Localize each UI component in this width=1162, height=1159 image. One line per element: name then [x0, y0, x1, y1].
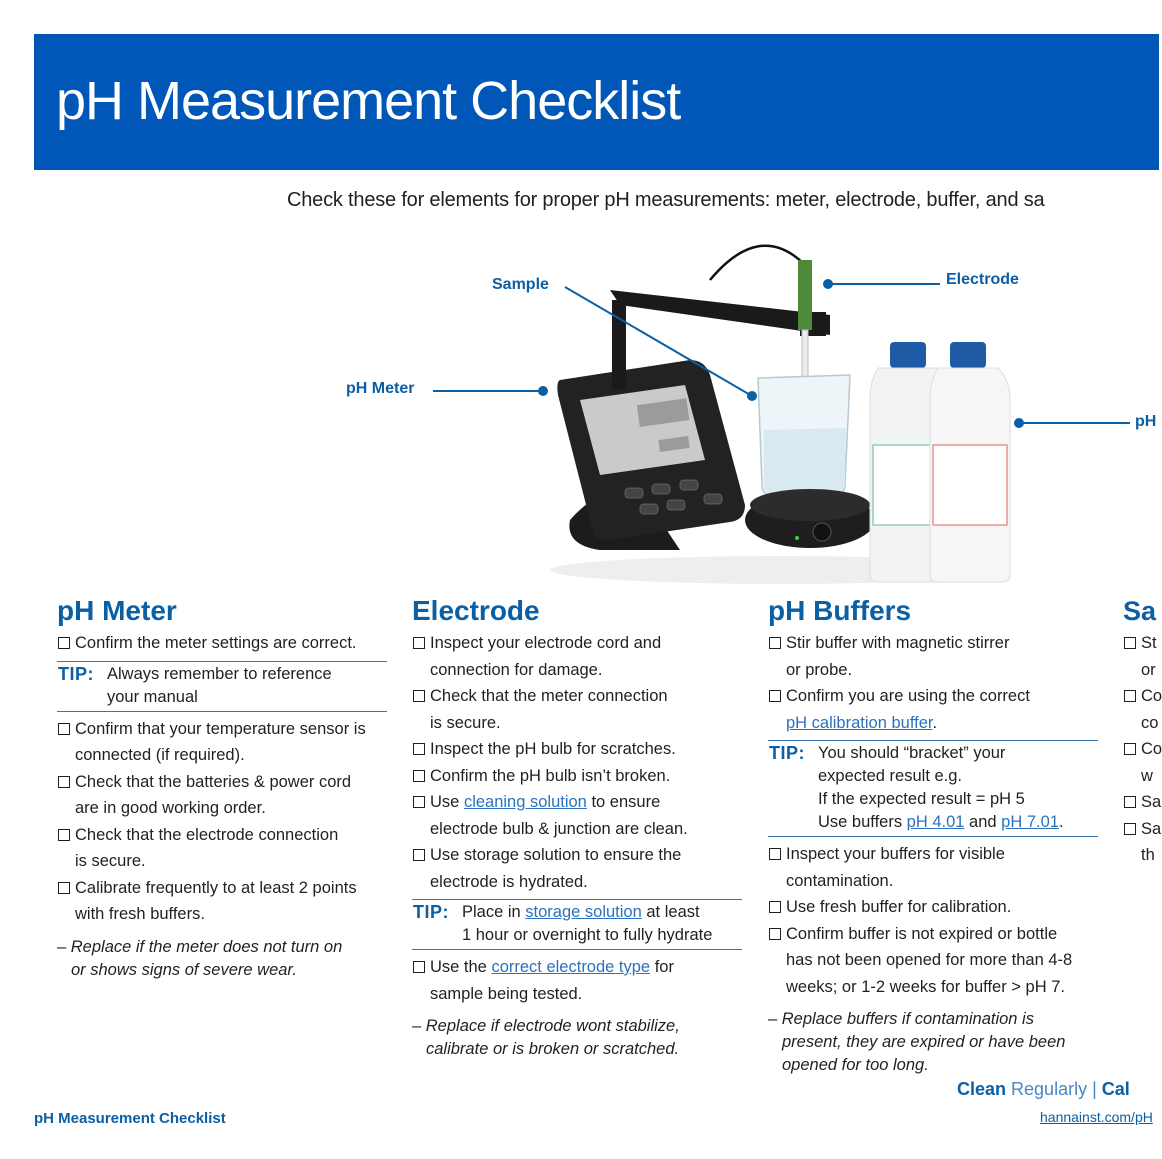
inline-link[interactable]: pH 4.01: [906, 813, 965, 831]
inline-link[interactable]: storage solution: [525, 903, 642, 921]
checklist-item: [768, 841, 1098, 894]
text-segment: Sa th: [1141, 819, 1162, 864]
checklist-item: [57, 875, 387, 928]
checkbox-icon[interactable]: [413, 796, 425, 808]
tagline-calibrate: Cal: [1096, 1079, 1130, 1099]
checkbox-icon[interactable]: [413, 770, 425, 782]
checklist-item-text: [75, 716, 387, 769]
checklist-item: [412, 954, 742, 1007]
checkbox-icon[interactable]: [58, 882, 70, 894]
checklist-item: [412, 736, 742, 763]
tip-box: [768, 740, 1098, 837]
tagline: [957, 1079, 1130, 1100]
replacement-note: – Replace buffers if contamination is present, they are expired or have been opened for too long.: [768, 1010, 1066, 1074]
page-title: pH Measurement Checklist: [56, 71, 681, 131]
tagline-clean: Clean: [957, 1079, 1007, 1099]
checklist-item: [412, 630, 742, 683]
buffer-bottles: [870, 342, 1010, 582]
checklist-item-text: [75, 630, 387, 657]
checklist-item-text: [786, 841, 1098, 894]
tip-text: [818, 742, 1098, 834]
checklist-item: [768, 630, 1098, 683]
text-segment: .: [932, 713, 938, 732]
inline-link[interactable]: pH calibration buffer: [786, 713, 933, 732]
checkbox-icon[interactable]: [413, 961, 425, 973]
text-segment: You should “bracket” your expected result e.g. If the expected result = pH 5 Use buffers: [818, 744, 1025, 831]
checkbox-icon[interactable]: [58, 723, 70, 735]
tip-label: TIP:: [413, 902, 449, 922]
checklist-item-text: [430, 736, 742, 763]
checklist-item: [412, 842, 742, 895]
replacement-note: – Replace if the meter does not turn on or shows signs of severe wear.: [57, 937, 343, 979]
text-segment: and: [964, 813, 1002, 831]
tip-box: [57, 661, 387, 712]
checkbox-icon[interactable]: [413, 743, 425, 755]
tip-box: [412, 899, 742, 950]
checklist-item-text: [1141, 789, 1162, 816]
checkbox-icon[interactable]: [413, 637, 425, 649]
checkbox-icon[interactable]: [1124, 637, 1136, 649]
column-heading: Electrode: [412, 595, 540, 626]
website-link[interactable]: hannainst.com/pH: [1040, 1109, 1153, 1125]
checklist-item: [57, 630, 387, 657]
tip-label: TIP:: [769, 743, 805, 763]
checkbox-icon[interactable]: [413, 690, 425, 702]
text-segment: Check that the batteries & power cord are in good working order.: [75, 772, 352, 817]
replacement-note: – Replace if electrode wont stabilize, calibrate or is broken or scratched.: [412, 1017, 680, 1058]
checklist-item-text: [786, 683, 1098, 736]
inline-link[interactable]: pH 7.01: [1001, 813, 1059, 831]
callout-ph-buffers: pH: [1135, 413, 1157, 430]
checklist-item: [57, 822, 387, 875]
tip-text: [107, 663, 387, 709]
checklist-item: [1123, 736, 1162, 789]
checklist-item-text: [1141, 736, 1162, 789]
checkbox-icon[interactable]: [58, 776, 70, 788]
checklist-item: [412, 789, 742, 842]
text-segment: Use storage solution to ensure the electrode is hydrated.: [430, 846, 682, 891]
tagline-separator: |: [1092, 1079, 1097, 1099]
checklist-item: [768, 683, 1098, 736]
checklist-item-text: [786, 630, 1098, 683]
text-segment: to ensure electrode bulb & junction are clean.: [430, 793, 688, 838]
text-segment: Confirm you are using the correct: [786, 687, 1030, 705]
checkbox-icon[interactable]: [769, 901, 781, 913]
text-segment: Always remember to reference your manual: [107, 664, 332, 706]
text-segment: Use the: [430, 958, 492, 976]
callout-sample: Sample: [492, 276, 549, 293]
title-banner: [34, 34, 1159, 170]
intro-text: Check these for elements for proper pH measurements: meter, electrode, buffer, and sa: [287, 189, 1045, 211]
text-segment: Co w: [1141, 740, 1162, 785]
checkbox-icon[interactable]: [413, 849, 425, 861]
text-segment: Inspect your electrode cord and connection for damage.: [430, 634, 662, 679]
text-segment: Calibrate frequently to at least 2 points with fresh buffers.: [75, 878, 357, 923]
checklist-item-text: [786, 921, 1098, 1001]
checklist-item: [1123, 630, 1158, 683]
column-heading: Sa: [1123, 596, 1157, 626]
text-segment: Use fresh buffer for calibration.: [786, 898, 1012, 916]
checklist-item: [768, 894, 1098, 921]
text-segment: Inspect your buffers for visible contamination.: [786, 845, 1005, 890]
checklist-item-text: [1141, 630, 1158, 683]
checklist-item-text: [430, 683, 742, 736]
checklist-item: [57, 716, 387, 769]
checklist-item-text: [430, 630, 742, 683]
checklist-item-text: [430, 842, 742, 895]
checkbox-icon[interactable]: [769, 637, 781, 649]
text-segment: Place in: [462, 903, 526, 921]
checkbox-icon[interactable]: [1124, 796, 1136, 808]
tagline-regularly: Regularly: [1006, 1079, 1093, 1099]
checklist-item-text: [430, 763, 742, 790]
column-sample: [1123, 594, 1162, 869]
column-ph-buffers: [768, 594, 1098, 1077]
checkbox-icon[interactable]: [769, 690, 781, 702]
text-segment: Confirm buffer is not expired or bottle has not been opened for more than 4-8 weeks; or 1-2 weeks for buffer > pH 7.: [786, 924, 1073, 996]
checklist-item: [412, 683, 742, 736]
checkbox-icon[interactable]: [769, 928, 781, 940]
checklist-item-text: [786, 894, 1098, 921]
checklist-item: [1123, 789, 1162, 816]
footer-title: pH Measurement Checklist: [34, 1110, 226, 1127]
checklist-item-text: [75, 822, 387, 875]
column-heading: pH Buffers: [768, 595, 912, 626]
text-segment: St or: [1141, 634, 1157, 679]
checklist-item: [1123, 816, 1162, 869]
text-segment: Inspect the pH bulb for scratches.: [430, 740, 676, 758]
checklist-item: [1123, 683, 1162, 736]
inline-link[interactable]: cleaning solution: [463, 793, 587, 811]
checklist-item-text: [430, 954, 742, 1007]
text-segment: Confirm the meter settings are correct.: [75, 634, 357, 652]
checklist-item: [412, 763, 742, 790]
checklist-item: [57, 769, 387, 822]
text-segment: for sample being tested.: [430, 958, 674, 1003]
callout-ph-meter: pH Meter: [346, 380, 415, 397]
checklist-item-text: [75, 875, 387, 928]
text-segment: at least 1 hour or overnight to fully hydrate: [462, 903, 713, 944]
text-segment: Co co: [1141, 687, 1162, 732]
inline-link[interactable]: correct electrode type: [491, 958, 651, 976]
checkbox-icon[interactable]: [1124, 743, 1136, 755]
callout-electrode: Electrode: [946, 271, 1019, 288]
text-segment: Sa: [1141, 793, 1162, 811]
checkbox-icon[interactable]: [769, 848, 781, 860]
text-segment: .: [1058, 813, 1064, 831]
checklist-item-text: [1141, 816, 1162, 869]
tip-text: [462, 901, 742, 947]
checklist-item-text: [1141, 683, 1162, 736]
checklist-item: [768, 921, 1098, 1001]
column-ph-meter: [57, 594, 387, 982]
checkbox-icon[interactable]: [58, 637, 70, 649]
text-segment: Check that the electrode connection is secure.: [75, 825, 339, 870]
checkbox-icon[interactable]: [1124, 823, 1136, 835]
column-electrode: [412, 594, 742, 1061]
text-segment: Stir buffer with magnetic stirrer or probe.: [786, 634, 1010, 679]
text-segment: Confirm that your temperature sensor is connected (if required).: [75, 719, 366, 764]
electrode: [798, 260, 812, 330]
beaker-on-stirrer: [745, 375, 875, 548]
text-segment: Use: [430, 793, 464, 811]
checklist-item-text: [430, 789, 742, 842]
tip-label: TIP:: [58, 663, 94, 684]
checkbox-icon[interactable]: [58, 829, 70, 841]
text-segment: Confirm the pH bulb isn’t broken.: [430, 766, 671, 785]
column-heading: pH Meter: [57, 595, 177, 626]
checkbox-icon[interactable]: [1124, 690, 1136, 702]
text-segment: Check that the meter connection is secure.: [430, 687, 668, 732]
checklist-item-text: [75, 769, 387, 822]
